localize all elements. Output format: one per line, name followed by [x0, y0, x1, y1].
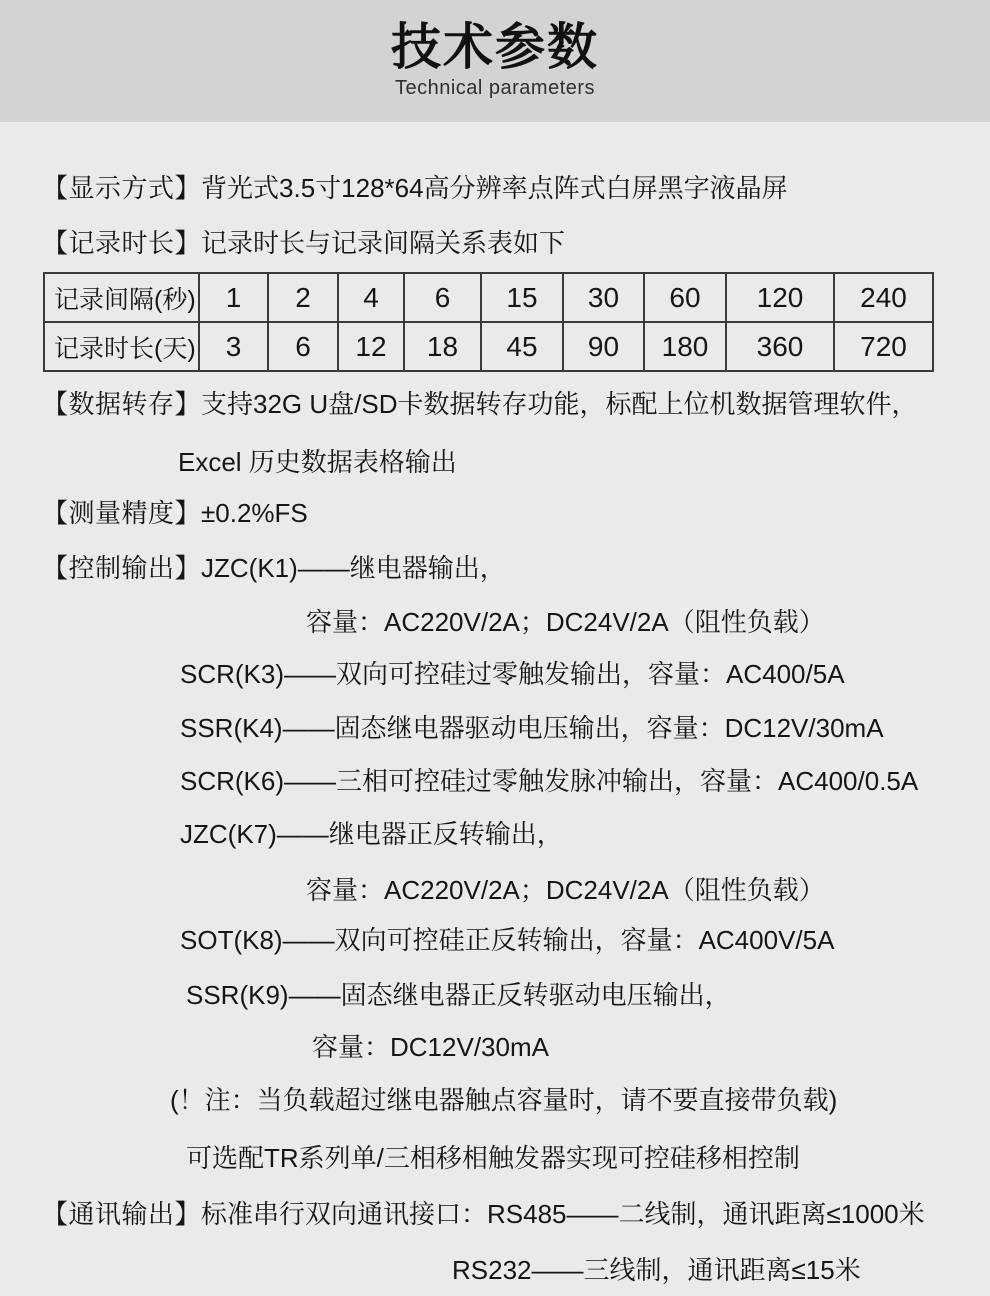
spec-line-control-k8 — [180, 922, 834, 958]
control-k4-text: SSR(K4)——固态继电器驱动电压输出，容量：DC12V/30mA — [180, 713, 884, 743]
spec-line-data-transfer-2 — [178, 444, 457, 480]
table-cell: 180 — [644, 322, 726, 371]
table-cell: 90 — [563, 322, 644, 371]
spec-line-control-k6 — [180, 763, 918, 799]
spec-line-control-k4 — [180, 710, 884, 746]
table-cell: 60 — [644, 273, 726, 322]
k9-capacity-text: 容量：DC12V/30mA — [312, 1032, 549, 1062]
spec-line-record-duration — [42, 225, 565, 261]
control-k9-text: SSR(K9)——固态继电器正反转驱动电压输出， — [186, 980, 731, 1010]
table-cell: 30 — [563, 273, 644, 322]
table-cell: 45 — [481, 322, 563, 371]
spec-line-k1-capacity — [306, 604, 825, 640]
data-transfer-text-2: Excel 历史数据表格输出 — [178, 447, 457, 477]
table-cell: 6 — [268, 322, 338, 371]
table-cell: 120 — [726, 273, 834, 322]
table-row-header: 记录间隔(秒) — [44, 273, 199, 322]
spec-line-k9-capacity — [312, 1029, 549, 1065]
display-mode-label: 【显示方式】 — [42, 173, 202, 203]
spec-line-comm-2 — [452, 1252, 861, 1288]
spec-line-control-note — [170, 1082, 837, 1118]
display-mode-text: 背光式3.5寸128*64高分辨率点阵式白屏黑字液晶屏 — [201, 173, 788, 203]
accuracy-label: 【测量精度】 — [42, 498, 202, 528]
spec-line-data-transfer — [42, 386, 918, 422]
table-cell: 3 — [199, 322, 268, 371]
control-k3-text: SCR(K3)——双向可控硅过零触发输出，容量：AC400/5A — [180, 659, 845, 689]
control-optional-text: 可选配TR系列单/三相移相触发器实现可控硅移相控制 — [186, 1143, 800, 1173]
control-k7-text: JZC(K7)——继电器正反转输出， — [180, 819, 563, 849]
table-row-header: 记录时长(天) — [44, 322, 199, 371]
table-cell: 15 — [481, 273, 563, 322]
spec-line-k7-capacity — [306, 872, 825, 908]
control-note-text: (！注：当负载超过继电器触点容量时，请不要直接带负载) — [170, 1085, 838, 1115]
comm-text-2: RS232——三线制，通讯距离≤15米 — [452, 1255, 861, 1285]
accuracy-text: ±0.2%FS — [201, 498, 308, 528]
table-cell: 2 — [268, 273, 338, 322]
control-k8-text: SOT(K8)——双向可控硅正反转输出，容量：AC400V/5A — [180, 925, 835, 955]
record-duration-label: 【记录时长】 — [42, 228, 202, 258]
spec-line-comm — [42, 1196, 925, 1232]
table-cell: 720 — [834, 322, 933, 371]
page-header — [0, 0, 990, 122]
spec-line-accuracy — [42, 495, 308, 531]
spec-line-control-k3 — [180, 656, 845, 692]
control-k1-text: JZC(K1)——继电器输出， — [201, 553, 506, 583]
page-subtitle: Technical parameters — [394, 77, 596, 99]
table-cell: 18 — [404, 322, 481, 371]
table-cell: 240 — [834, 273, 933, 322]
record-duration-text: 记录时长与记录间隔关系表如下 — [201, 228, 566, 258]
spec-line-control-k7 — [180, 816, 563, 852]
data-transfer-text: 支持32G U盘/SD卡数据转存功能，标配上位机数据管理软件， — [201, 389, 918, 419]
spec-line-display-mode — [42, 170, 788, 206]
data-transfer-label: 【数据转存】 — [42, 389, 202, 419]
table-cell: 12 — [338, 322, 404, 371]
spec-content — [0, 122, 990, 1296]
table-cell: 6 — [404, 273, 481, 322]
k1-capacity-text: 容量：AC220V/2A；DC24V/2A（阻性负载） — [306, 607, 825, 637]
control-k6-text: SCR(K6)——三相可控硅过零触发脉冲输出，容量：AC400/0.5A — [180, 766, 919, 796]
table-row-duration — [44, 322, 933, 371]
record-interval-table — [43, 272, 934, 372]
k7-capacity-text: 容量：AC220V/2A；DC24V/2A（阻性负载） — [306, 875, 825, 905]
spec-line-control-k9 — [186, 977, 731, 1013]
comm-text: 标准串行双向通讯接口：RS485——二线制，通讯距离≤1000米 — [201, 1199, 925, 1229]
table-cell: 360 — [726, 322, 834, 371]
table-cell: 4 — [338, 273, 404, 322]
control-output-label: 【控制输出】 — [42, 553, 202, 583]
spec-line-control-optional — [186, 1140, 800, 1176]
comm-output-label: 【通讯输出】 — [42, 1199, 202, 1229]
table-cell: 1 — [199, 273, 268, 322]
page-title: 技术参数 — [391, 19, 599, 75]
table-row-interval — [44, 273, 933, 322]
spec-line-control-k1 — [42, 550, 506, 586]
